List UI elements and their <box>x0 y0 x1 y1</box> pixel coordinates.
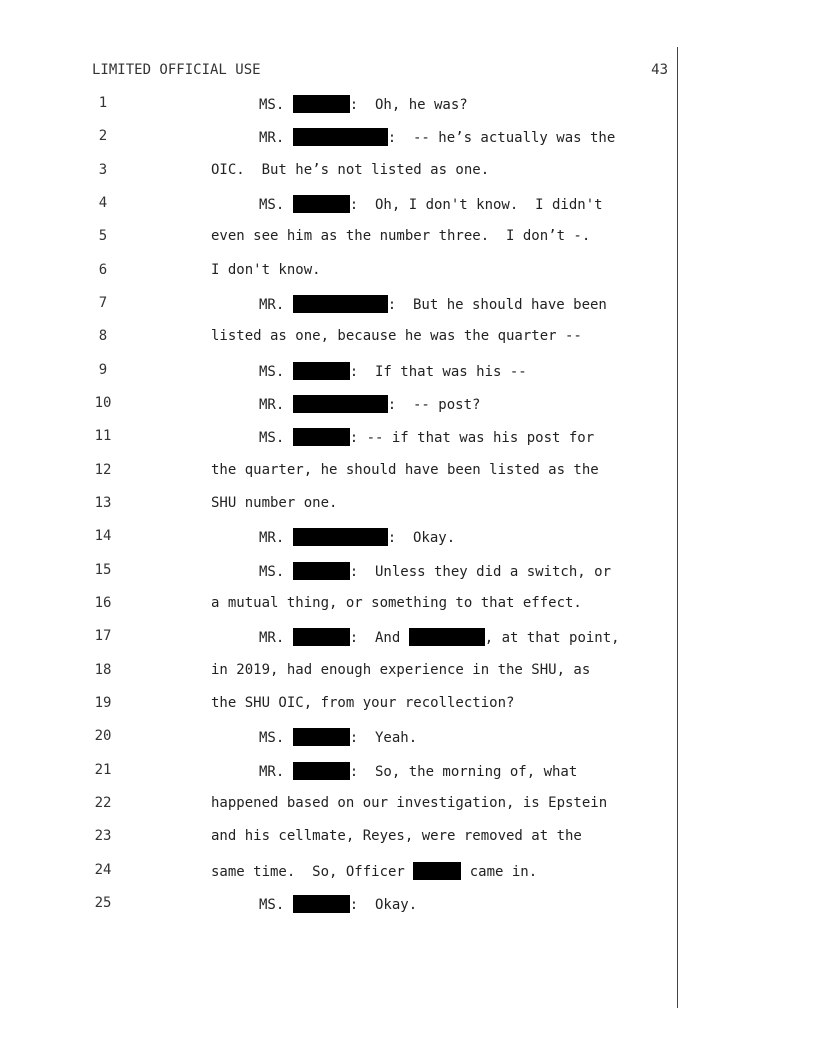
speech: : But he should have been <box>387 297 607 313</box>
speech: : Okay. <box>349 897 418 913</box>
transcript-line <box>0 728 816 752</box>
redaction-box <box>293 428 350 446</box>
speaker-prefix: MS. <box>259 97 293 113</box>
speaker-prefix: MR. <box>259 297 293 313</box>
speech: : -- post? <box>387 397 481 413</box>
line-number: 25 <box>94 895 112 911</box>
transcript-line <box>0 862 816 886</box>
line-text <box>259 128 615 146</box>
line-text: the SHU OIC, from your recollection? <box>211 695 515 711</box>
transcript-line <box>0 228 816 252</box>
line-number: 24 <box>94 862 112 878</box>
line-text <box>211 862 537 880</box>
speaker-prefix: MR. <box>259 397 293 413</box>
speech: : Unless they did a switch, or <box>349 564 612 580</box>
speech: : If that was his -- <box>349 364 527 380</box>
line-text <box>259 295 607 313</box>
redaction-box <box>293 628 350 646</box>
line-text <box>259 395 480 413</box>
redaction-box <box>293 295 388 313</box>
line-number: 2 <box>98 128 108 144</box>
line-text <box>259 562 611 580</box>
line-text <box>259 528 455 546</box>
line-number: 13 <box>94 495 112 511</box>
line-text: in 2019, had enough experience in the SHU, as <box>211 662 591 678</box>
speaker-prefix: MS. <box>259 730 293 746</box>
line-number: 18 <box>94 662 112 678</box>
line-number: 7 <box>98 295 108 311</box>
speaker-prefix: MS. <box>259 897 293 913</box>
transcript-line <box>0 328 816 352</box>
transcript-line <box>0 295 816 319</box>
line-number: 1 <box>98 95 108 111</box>
transcript-line <box>0 495 816 519</box>
transcript-line <box>0 362 816 386</box>
line-number: 16 <box>94 595 112 611</box>
line-text: happened based on our investigation, is Epstein <box>211 795 608 811</box>
speech-tail: came in. <box>461 864 538 880</box>
transcript-line <box>0 428 816 452</box>
line-number: 12 <box>94 462 112 478</box>
line-number: 20 <box>94 728 112 744</box>
line-number: 15 <box>94 562 112 578</box>
transcript-line <box>0 828 816 852</box>
transcript-line <box>0 162 816 186</box>
line-text <box>259 762 577 780</box>
redaction-box <box>293 362 350 380</box>
line-number: 19 <box>94 695 112 711</box>
line-text <box>259 428 594 446</box>
speaker-prefix: MR. <box>259 130 293 146</box>
line-number: 6 <box>98 262 108 278</box>
line-text: a mutual thing, or something to that effect. <box>211 595 582 611</box>
transcript-line <box>0 528 816 552</box>
redaction-box <box>293 562 350 580</box>
line-number: 3 <box>98 162 108 178</box>
speech: : Oh, I don't know. I didn't <box>349 197 603 213</box>
line-number: 17 <box>94 628 112 644</box>
line-text <box>259 728 417 746</box>
speech: : -- he’s actually was the <box>387 130 616 146</box>
line-text <box>259 95 468 113</box>
transcript-line <box>0 95 816 119</box>
line-text <box>259 362 527 380</box>
redaction-box <box>409 628 485 646</box>
transcript-line <box>0 128 816 152</box>
line-text: OIC. But he’s not listed as one. <box>211 162 490 178</box>
speaker-prefix: MS. <box>259 430 293 446</box>
redaction-box <box>293 195 350 213</box>
line-text: the quarter, he should have been listed as the <box>211 462 599 478</box>
line-text <box>259 895 417 913</box>
transcript-line <box>0 595 816 619</box>
speech: same time. So, Officer <box>211 864 414 880</box>
line-number: 10 <box>94 395 112 411</box>
redaction-box <box>293 528 388 546</box>
speech: : Oh, he was? <box>349 97 468 113</box>
line-number: 8 <box>98 328 108 344</box>
line-text: listed as one, because he was the quarter -- <box>211 328 582 344</box>
page-header-label: LIMITED OFFICIAL USE <box>92 62 261 78</box>
redaction-box <box>293 728 350 746</box>
redaction-box <box>293 895 350 913</box>
speaker-prefix: MS. <box>259 364 293 380</box>
speech-tail: , at that point, <box>484 630 620 646</box>
transcript-line <box>0 395 816 419</box>
speaker-prefix: MS. <box>259 564 293 580</box>
speech: : Yeah. <box>349 730 418 746</box>
transcript-line <box>0 895 816 919</box>
speaker-prefix: MR. <box>259 630 293 646</box>
redaction-box <box>293 762 350 780</box>
line-number: 23 <box>94 828 112 844</box>
line-number: 14 <box>94 528 112 544</box>
line-number: 9 <box>98 362 108 378</box>
line-text: even see him as the number three. I don’t -. <box>211 228 591 244</box>
line-text: and his cellmate, Reyes, were removed at the <box>211 828 582 844</box>
transcript-line <box>0 695 816 719</box>
line-number: 11 <box>94 428 112 444</box>
line-number: 4 <box>98 195 108 211</box>
redaction-box <box>413 862 461 880</box>
redaction-box <box>293 128 388 146</box>
speaker-prefix: MR. <box>259 764 293 780</box>
transcript-line <box>0 795 816 819</box>
line-text: SHU number one. <box>211 495 338 511</box>
transcript-line <box>0 262 816 286</box>
speaker-prefix: MS. <box>259 197 293 213</box>
transcript-line <box>0 762 816 786</box>
redaction-box <box>293 395 388 413</box>
transcript-line <box>0 628 816 652</box>
line-number: 5 <box>98 228 108 244</box>
redaction-box <box>293 95 350 113</box>
speech: : Okay. <box>387 530 456 546</box>
transcript-line <box>0 662 816 686</box>
line-text <box>259 628 620 646</box>
line-number: 22 <box>94 795 112 811</box>
line-text: I don't know. <box>211 262 321 278</box>
speech: : So, the morning of, what <box>349 764 578 780</box>
line-number: 21 <box>94 762 112 778</box>
line-text <box>259 195 603 213</box>
transcript-line <box>0 462 816 486</box>
speech: : -- if that was his post for <box>349 430 595 446</box>
transcript-line <box>0 562 816 586</box>
transcript-line <box>0 195 816 219</box>
speech: : And <box>349 630 409 646</box>
speaker-prefix: MR. <box>259 530 293 546</box>
page-number: 43 <box>651 62 668 78</box>
